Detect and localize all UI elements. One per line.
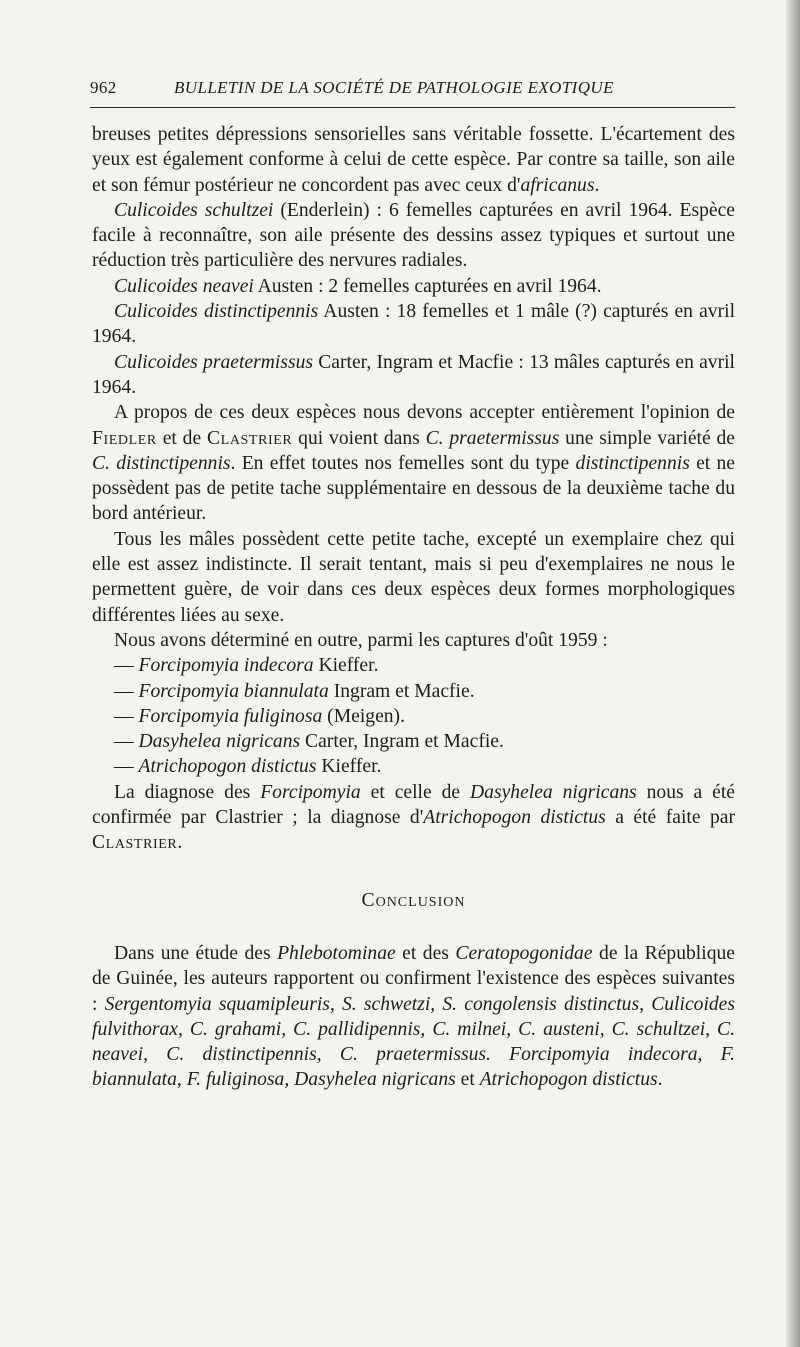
paragraph: La diagnose des Forcipomyia et celle de Dasyhelea nigricans nous a été confirmée par Clastrier ; la diagnose d'Atrichopogon distictus a été faite par Clastrier.	[92, 781, 736, 854]
author-name: Clastrier	[92, 832, 178, 854]
list-item: — Atrichopogon distictus Kieffer.	[114, 756, 382, 778]
body-text	[92, 122, 735, 1093]
paragraph-conclusion: Dans une étude des Phlebotominae et des Ceratopogonidae de la République de Guinée, les auteurs rapportent ou confirment l'existence des espèces suivantes : Sergentomyia squamipleuris, S. schwetzi, S. congolensis distinctus, Culicoides fulvithorax, C. grahami, C. pallidipennis, C. milnei, C. austeni, C. schultzei, C. neavei, C. distinctipennis, C. praetermissus. Forcipomyia indecora, F. biannulata, F. fuliginosa, Dasyhelea nigricans et Atrichopogon distictus.	[92, 942, 736, 1091]
section-heading-conclusion: Conclusion	[361, 889, 466, 911]
paragraph: Nous avons déterminé en outre, parmi les captures d'oût 1959 :	[114, 629, 608, 651]
paragraph: breuses petites dépressions sensorielles sans véritable fossette. L'écartement des yeux est également conforme à celui de cette espèce. Par contre sa taille, son aile et son fémur postérieur ne concordent pas avec ceux d'africanus.	[92, 124, 735, 196]
species-name: Culicoides distinctipennis	[114, 301, 319, 323]
paragraph-distinctipennis: Culicoides distinctipennis Austen : 18 femelles et 1 mâle (?) capturés en avril 1964.	[92, 301, 736, 348]
species-list	[92, 653, 735, 779]
list-item: — Forcipomyia biannulata Ingram et Macfie.	[114, 680, 475, 702]
species-name: Culicoides schultzei	[114, 199, 274, 221]
species-name: Culicoides praetermissus	[114, 351, 313, 373]
list-item: — Dasyhelea nigricans Carter, Ingram et Macfie.	[114, 731, 504, 753]
paragraph: Tous les mâles possèdent cette petite tache, excepté un exemplaire chez qui elle est assez indistincte. Il serait tentant, mais si peu d'exemplaires ne nous le permettent guère, de voir dans ces deux espèces deux formes morphologiques différentes liées au sexe.	[92, 528, 735, 626]
paragraph-neavei: Culicoides neavei Austen : 2 femelles capturées en avril 1964.	[114, 275, 602, 297]
list-item: — Forcipomyia fuliginosa (Meigen).	[114, 705, 405, 727]
author-name: Clastrier	[207, 427, 293, 449]
header-rule	[90, 107, 735, 108]
species-name: Culicoides neavei	[114, 275, 254, 297]
list-item: — Forcipomyia indecora Kieffer.	[114, 655, 379, 677]
paragraph-praetermissus: Culicoides praetermissus Carter, Ingram et Macfie : 13 mâles capturés en avril 1964.	[92, 351, 735, 398]
journal-title: BULLETIN DE LA SOCIÉTÉ DE PATHOLOGIE EXOTIQUE	[174, 78, 614, 97]
paragraph: A propos de ces deux espèces nous devons accepter entièrement l'opinion de Fiedler et de Clastrier qui voient dans C. praetermissus une simple variété de C. distinctipennis. En effet toutes nos femelles sont du type distinctipennis et ne possèdent pas de petite tache supplémentaire en dessous de la deuxième tache du bord antérieur.	[92, 402, 735, 525]
paragraph-schultzei: Culicoides schultzei (Enderlein) : 6 femelles capturées en avril 1964. Espèce facile à reconnaître, son aile présente des dessins assez typiques et surtout une réduction très particulière des nervures radiales.	[92, 199, 735, 272]
page-edge-shadow	[786, 0, 800, 1347]
author-name: Fiedler	[92, 427, 157, 449]
page-number: 962	[90, 78, 117, 97]
